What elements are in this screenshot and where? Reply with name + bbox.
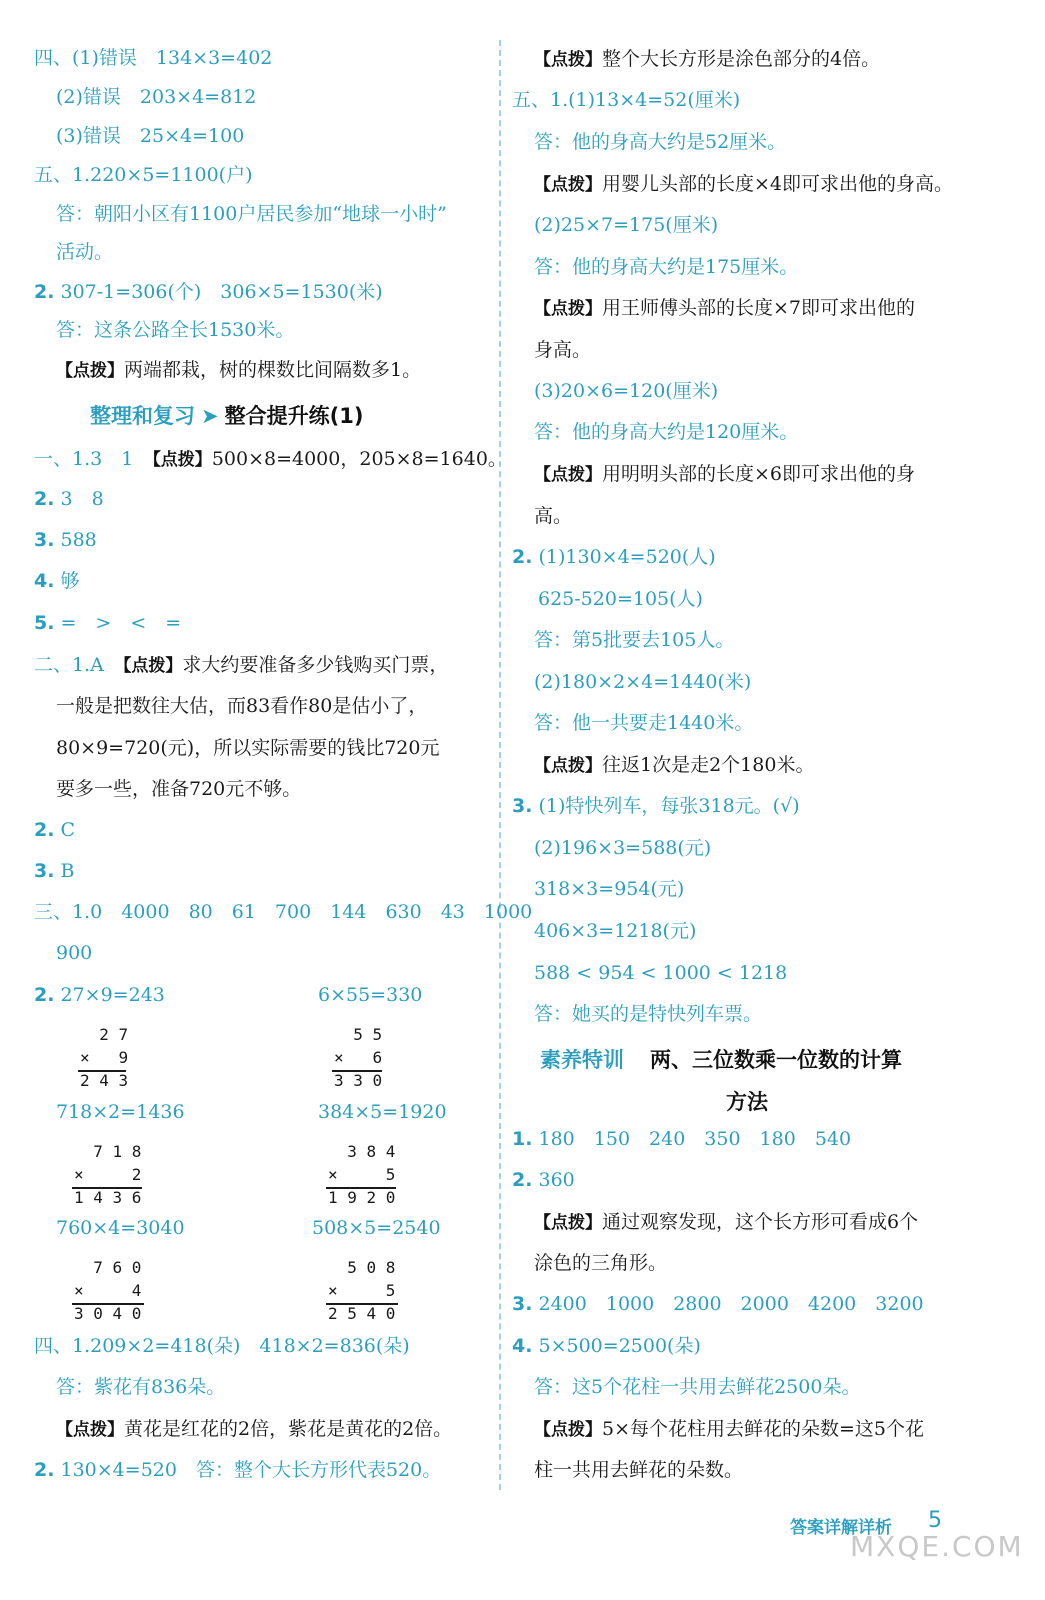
answer-line: 答：第5批要去105人。 <box>534 629 735 651</box>
answer-line: 答：他的身高大约是120厘米。 <box>534 421 799 443</box>
hint-line: 【点拨】用王师傅头部的长度×7即可求出他的 <box>534 297 916 319</box>
hint-line: 80×9=720(元)，所以实际需要的钱比720元 <box>56 737 440 759</box>
calc-rule <box>78 1070 126 1072</box>
answer-line: 4. 5×500=2500(朵) <box>512 1335 701 1357</box>
answer-line: 答：他一共要走1440米。 <box>534 712 754 734</box>
calc-rule <box>326 1187 396 1189</box>
answer-line: 5. = > < = <box>34 612 182 634</box>
answer-line: 答：他的身高大约是175厘米。 <box>534 256 799 278</box>
answer-line: (2)错误 203×4=812 <box>56 86 257 108</box>
answer-line: 活动。 <box>56 241 114 263</box>
vertical-calculation: 7 1 8 × 2 1 4 3 6 <box>74 1142 142 1207</box>
answer-line: 2. 360 <box>512 1169 575 1191</box>
answer-line: 四、(1)错误 134×3=402 <box>34 47 273 69</box>
answer-line: (2)25×7=175(厘米) <box>534 214 719 236</box>
answer-line: 2. (1)130×4=520(人) <box>512 546 716 568</box>
hint-line: 【点拨】用婴儿头部的长度×4即可求出他的身高。 <box>534 173 954 195</box>
answer-line: 2. 307-1=306(个) 306×5=1530(米) <box>34 281 383 303</box>
hint-line: 要多一些，准备720元不够。 <box>56 778 302 800</box>
answer-line: 2. C <box>34 819 76 841</box>
answer-line: 3. B <box>34 860 75 882</box>
hint-line: 【点拨】通过观察发现，这个长方形可看成6个 <box>534 1211 919 1233</box>
answer-line: 718×2=1436 <box>56 1101 185 1123</box>
answer-line: 2. 27×9=243 <box>34 984 165 1006</box>
answer-line: 三、1.0 4000 80 61 700 144 630 43 1000 <box>34 901 533 923</box>
answer-line: 3. (1)特快列车，每张318元。(√) <box>512 795 800 817</box>
calc-rule <box>332 1070 382 1072</box>
vertical-calculation: 5 5 × 6 3 3 0 <box>334 1025 383 1090</box>
answer-line: 五、1.(1)13×4=52(厘米) <box>512 89 741 111</box>
answer-line: 1. 180 150 240 350 180 540 <box>512 1128 852 1150</box>
answer-line: 2. 3 8 <box>34 488 104 510</box>
answer-line: 答：她买的是特快列车票。 <box>534 1003 763 1025</box>
calc-rule <box>72 1303 144 1305</box>
answer-line: 答：这5个花柱一共用去鲜花2500朵。 <box>534 1376 861 1398</box>
answer-line: 406×3=1218(元) <box>534 920 697 942</box>
answer-line: 508×5=2540 <box>312 1217 441 1239</box>
hint-line: 高。 <box>534 505 573 527</box>
answer-line: 答：他的身高大约是52厘米。 <box>534 131 787 153</box>
answer-line: 6×55=330 <box>318 984 423 1006</box>
answer-line: 318×3=954(元) <box>534 878 685 900</box>
answer-line: 二、1.A 【点拨】求大约要准备多少钱购买门票， <box>34 654 449 676</box>
hint-line: 【点拨】往返1次是走2个180米。 <box>534 754 815 776</box>
arrow-icon: ➤ <box>201 404 219 428</box>
hint-line: 柱一共用去鲜花的朵数。 <box>534 1459 744 1481</box>
answer-line: 900 <box>56 942 93 964</box>
calc-rule <box>326 1303 398 1305</box>
answer-line: (3)20×6=120(厘米) <box>534 380 719 402</box>
hint-line: 身高。 <box>534 339 592 361</box>
vertical-calculation: 7 6 0 × 4 3 0 4 0 <box>74 1258 142 1323</box>
answer-line: 625-520=105(人) <box>538 588 703 610</box>
answer-line: (2)196×3=588(元) <box>534 837 712 859</box>
answer-line: 3. 588 <box>34 529 97 551</box>
answer-line: 760×4=3040 <box>56 1217 185 1239</box>
calc-rule <box>72 1187 142 1189</box>
section-heading: 整理和复习 ➤ 整合提升练(1) <box>90 404 364 428</box>
hint-line: 【点拨】整个大长方形是涂色部分的4倍。 <box>534 48 881 70</box>
answer-line: 答：朝阳小区有1100户居民参加“地球一小时” <box>56 203 447 225</box>
section-heading: 素养特训 两、三位数乘一位数的计算 <box>540 1048 902 1072</box>
answer-line: (3)错误 25×4=100 <box>56 125 245 147</box>
answer-line: 2. 130×4=520 答：整个大长方形代表520。 <box>34 1459 442 1481</box>
watermark: MXQE.COM <box>850 1530 1024 1563</box>
hint-line: 一般是把数往大估，而83看作80是估小了， <box>56 695 428 717</box>
answer-line: 384×5=1920 <box>318 1101 447 1123</box>
hint-line: 【点拨】用明明头部的长度×6即可求出他的身 <box>534 463 916 485</box>
hint-line: 【点拨】5×每个花柱用去鲜花的朵数=这5个花 <box>534 1418 925 1440</box>
answer-line: 一、1.3 1 【点拨】500×8=4000，205×8=1640。 <box>34 448 507 470</box>
vertical-calculation: 3 8 4 × 5 1 9 2 0 <box>328 1142 396 1207</box>
vertical-calculation: 2 7 × 9 2 4 3 <box>80 1025 129 1090</box>
hint-line: 【点拨】黄花是红花的2倍，紫花是黄花的2倍。 <box>56 1418 453 1440</box>
answer-line: 4. 够 <box>34 570 80 592</box>
answer-line: 四、1.209×2=418(朵) 418×2=836(朵) <box>34 1335 410 1357</box>
answer-line: 答：这条公路全长1530米。 <box>56 319 295 341</box>
answer-line: 588 < 954 < 1000 < 1218 <box>534 962 788 984</box>
column-divider <box>499 40 501 1490</box>
answer-line: (2)180×2×4=1440(米) <box>534 671 752 693</box>
answer-line: 3. 2400 1000 2800 2000 4200 3200 <box>512 1293 924 1315</box>
hint-line: 涂色的三角形。 <box>534 1252 668 1274</box>
footer-label: 答案详解详析 <box>790 1518 892 1538</box>
hint-line: 【点拨】两端都栽，树的棵数比间隔数多1。 <box>56 359 422 381</box>
answer-line: 五、1.220×5=1100(户) <box>34 164 253 186</box>
page-number: 5 <box>928 1508 942 1533</box>
answer-line: 答：紫花有836朵。 <box>56 1376 226 1398</box>
section-heading-cont: 方法 <box>726 1090 768 1114</box>
vertical-calculation: 5 0 8 × 5 2 5 4 0 <box>328 1258 396 1323</box>
